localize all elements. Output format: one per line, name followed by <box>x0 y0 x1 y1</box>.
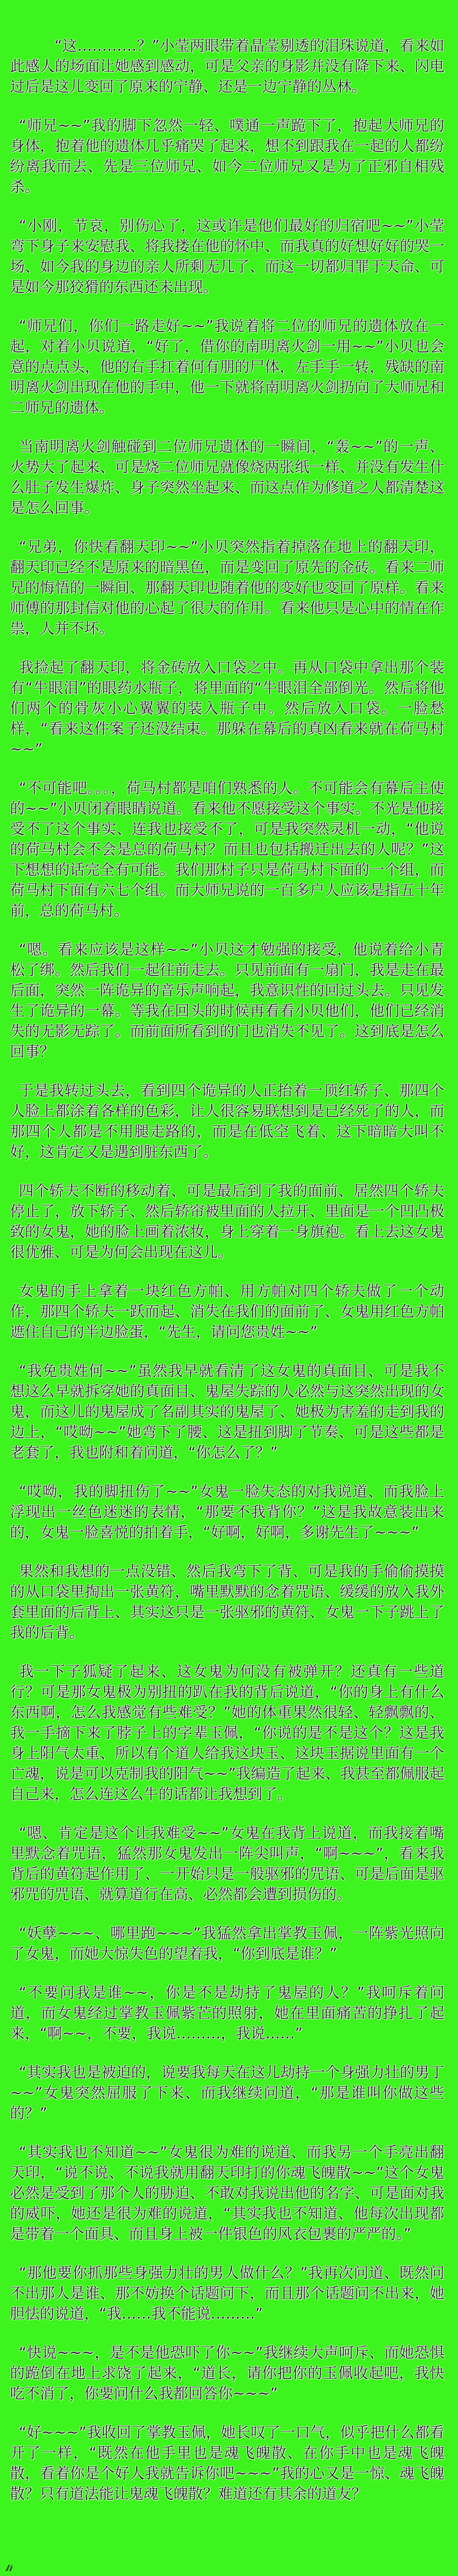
novel-paragraph: “这…………？”小莹两眼带着晶莹剔透的泪珠说道，看来如此感人的场面让她感到感动，可是父亲的身影并没有降下来、闪电过后是这儿变回了原来的宁静、还是一边宁静的丛林。 <box>10 37 444 95</box>
novel-paragraph: 果然和我想的一点没错、然后我弯下了背、可是我的手偷偷摸摸的从口袋里掏出一张黄符，嘴里默默的念着咒语、缓缓的放入我外套里面的后背上、其实这只是一张驱邪的黄符、女鬼一下子跳上了我的后背。 <box>10 1563 444 1641</box>
novel-paragraph: 于是我转过头去，看到四个诡异的人正抬着一顶红轿子、那四个人脸上都涂着各样的色彩，让人很容易联想到是已经死了的人，而那四个人都是不用腿走路的，而是在低空飞着、这下暗暗大叫不好，这肯定又是遇到脏东西了。 <box>10 1082 444 1161</box>
novel-paragraph: “哎呦，我的脚扭伤了~~”女鬼一脸失态的对我说道、而我脸上浮现出一丝色迷迷的表情，“那要不我背你？”这是我故意装出来的，女鬼一脸喜悦的拍着手，“好啊，好啊，多谢先生了~~~” <box>10 1483 444 1541</box>
novel-paragraph: “快说~~~，是不是他恐吓了你~~”我继续大声呵斥、而她恐惧的跪倒在地上求饶了起来，“道长，请你把你的玉佩收起吧，我快吃不消了，你要问什么我都回答你~~~” <box>10 2344 444 2402</box>
novel-paragraph: “那他要你抓那些身强力壮的男人做什么？”我再次问道、既然问不出那人是谁、那不妨换个话题问下，而且那个话题问不出来，她胆怯的说道，“我……我不能说………” <box>10 2264 444 2322</box>
novel-paragraph: 当南明离火剑触碰到二位师兄遗体的一瞬间，“轰~~”的一声、火势大了起来、可是烧二位师兄就像烧两张纸一样、并没有发生什么肚子发生爆炸、身子突然坐起来、而这点作为修道之人都清楚这是怎么回事。 <box>10 438 444 517</box>
novel-paragraph: 四个轿夫不断的移动着、可是最后到了我的面前、居然四个轿夫停止了，放下轿子、然后轿帘被里面的人拉开、里面是一个凹凸极致的女鬼，她的脸上画着浓妆，身上穿着一身旗袍。看上去这女鬼很优雅、可是为何会出现在这儿。 <box>10 1182 444 1261</box>
stray-ink-mark <box>4 2565 12 2571</box>
novel-paragraph: “不可能吧。。。，荷马村都是咱们熟悉的人。不可能会有幕后主使的~~”小贝闭着眼睛说道。看来他不愿接受这个事实。不光是他接受不了这个事实、连我也接受不了，可是我突然灵机一动，“他说的荷马村会不会是总的荷马村？而且也包括搬迁出去的人呢？”这下想想的话完全有可能。我们那村子只是荷马村下面的一个组，而荷马村下面有六七个组。而大师兄说的一百多户人应该是指五十年前，总的荷马村。 <box>10 779 444 919</box>
novel-paragraph: “嗯、肯定是这个让我难受~~”女鬼在我背上说道，而我接着嘴里默念着咒语，猛然那女鬼发出一阵尖叫声，“啊~~~”，看来我背后的黄符起作用了、一开始只是一般驱邪的咒语、可是后面是驱邪咒的咒语、就算道行在高、必然都会遭到损伤的。 <box>10 1824 444 1903</box>
novel-paragraph: 我一下子狐疑了起来、这女鬼为何没有被弹开？还真有一些道行？可是那女鬼极为别扭的趴在我的背后说道，“你的身上有什么东西啊，怎么我感觉有些难受？”她的体重果然很轻、轻飘飘的、我一手摘下来了脖子上的字辈玉佩，“你说的是不是这个？这是我身上阳气太重、所以有个道人给我这块玉、这块玉据说里面有一个亡魂，说是可以克制我的阳气~~”我编造了起来、我甚至都佩服起自己来，怎么连这么牛的话都让我想到了。 <box>10 1663 444 1803</box>
novel-paragraph: “嗯。看来应该是这样~~”小贝这才勉强的接受，他说着给小青松了绑。然后我们一起往前走去。只见前面有一扇门，我是走在最后面，突然一阵诡异的音乐声响起，我意识性的回过头去。只见发生了诡异的一幕。等我在回头的时候再看看小贝他们，他们已经消失的无影无踪了。而前面所看到的门也消失不见了。这到底是怎么回事？ <box>10 941 444 1060</box>
novel-paragraph: “好~~~”我收回了掌教玉佩，她长叹了一口气，似乎把什么都看开了一样，“既然在他手里也是魂飞魄散、在你手中也是魂飞魄散，看着你是个好人我就告诉你吧~~~”我的心又是一惊、魂飞魄散？只有道法能让鬼魂飞魄散？难道还有其余的道友？ <box>10 2424 444 2502</box>
novel-paragraph: “其实我也是被迫的，说要我每天在这儿劫持一个身强力壮的男丁~~”女鬼突然屈服了下来、而我继续问道，“那是谁叫你做这些的？” <box>10 2064 444 2122</box>
novel-paragraph: “其实我也不知道~~”女鬼很为难的说道、而我另一个手亮出翻天印，“说不说、不说我就用翻天印打的你魂飞魄散~~”这个女鬼必然是受到了那个人的胁迫、不敢对我说出他的名字、可是面对我的威吓，她还是很为难的说道，“其实我也不知道、他每次出现都是带着一个面具、而且身上被一件银色的风衣包裹的严严的。” <box>10 2144 444 2243</box>
novel-paragraph: 女鬼的手上拿着一块红色方帕、用方帕对四个轿夫做了一个动作，那四个轿夫一跃而起、消失在我们的面前了、女鬼用红色方帕遮住自己的半边脸蛋，“先生，请问您贵姓~~” <box>10 1282 444 1341</box>
novel-paragraph: 我捡起了翻天印，将金砖放入口袋之中。再从口袋中拿出那个装有“牛眼泪”的眼药水瓶子，将里面的“牛眼泪全部倒光。然后将他们两个的骨灰小心翼翼的装入瓶子中。然后放入口袋。一脸愁样，“看来这件案子还没结束。那躲在幕后的真凶看来就在荷马村~~” <box>10 659 444 758</box>
novel-paragraph: “兄弟，你快看翻天印~~”小贝突然指着掉落在地上的翻天印，翻天印已经不是原来的暗黑色，而是变回了原先的金砖。看来二师兄的悔悟的一瞬间、那翻天印也随着他的变好也变回了原样。看来师傅的那封信对他的心起了很大的作用。看来他只是心中的情在作祟，人并不坏。 <box>10 538 444 637</box>
novel-paragraph: “不要问我是谁~~，你是不是劫持了鬼屋的人？”我呵斥着问道，而女鬼经过掌教玉佩紫芒的照射，她在里面痛苦的挣扎了起来，“啊~~，不要，我说………，我说……” <box>10 1984 444 2042</box>
novel-paragraph: “我免贵姓何~~”虽然我早就看清了这女鬼的真面目、可是我不想这么早就拆穿她的真面目、鬼屋失踪的人必然与这突然出现的女鬼，而这儿的鬼屋成了名副其实的鬼屋了、她极为害羞的走到我的边上，“哎呦~~”她弯下了腰、这是扭到脚了节奏、可是这些都是老套了，我也附和着问道，“你怎么了？” <box>10 1362 444 1461</box>
novel-paragraph: “妖孽~~~、哪里跑~~~”我猛然拿出掌教玉佩，一阵紫光照向了女鬼，而她大惊失色的望着我，“你到底是谁？” <box>10 1925 444 1962</box>
novel-paragraph: “师兄~~”我的脚下忽然一轻、噗通一声跪下了，抱起大师兄的身体，抱着他的遗体几乎痛哭了起来，想不到跟我在一起的人都纷纷离我而去、先是三位师兄、如今二位师兄又是为了正邪自相残杀。 <box>10 117 444 195</box>
novel-paragraph: “小刚，节哀，别伤心了，这或许是他们最好的归宿吧~~”小莹弯下身子来安慰我、将我搂在他的怀中、而我真的好想好好的哭一场、如今我的身边的亲人所剩无几了、而这一切都归罪于天命、可是如今那狡猾的东西还未出现。 <box>10 217 444 296</box>
novel-paragraph: “师兄们，你们一路走好~~”我说着将二位的师兄的遗体放在一起，对着小贝说道，“好了，借你的南明离火剑一用~~”小贝也会意的点点头，他的右手扛着何有朋的尸体，左手手一转，残缺的南明离火剑出现在他的手中，他一下就将南明离火剑扔向了大师兄和二师兄的遗体。 <box>10 317 444 416</box>
